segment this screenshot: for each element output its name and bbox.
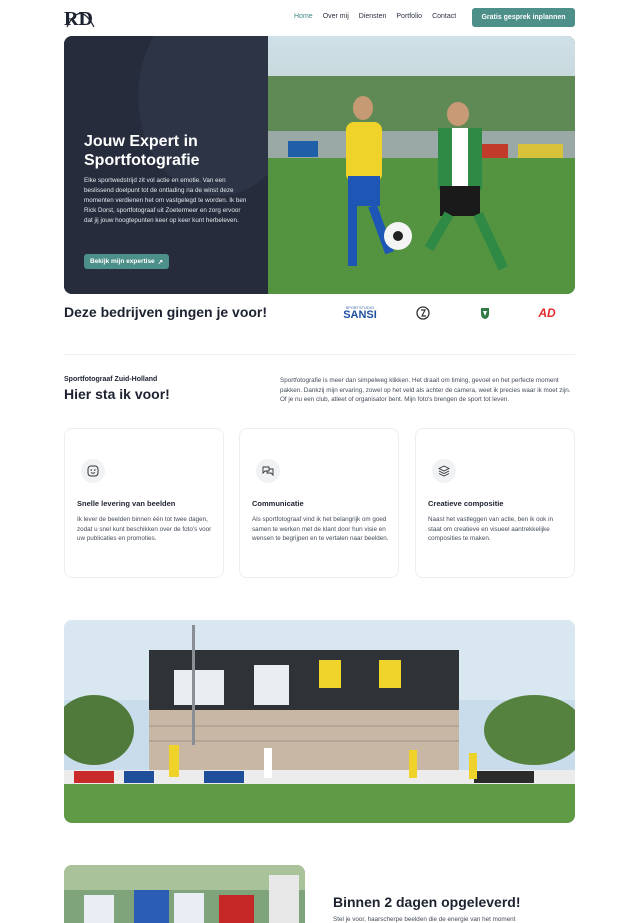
nav-home[interactable]: Home [294,13,313,20]
about-title: Hier sta ik voor! [64,386,170,402]
expertise-button[interactable] [84,254,169,269]
card-title: Communicatie [252,499,304,508]
partner-logo-shield [478,303,492,323]
service-card-fast-delivery [64,428,224,578]
arrow-up-right-icon: ↗ [157,258,164,266]
card-title: Snelle levering van beelden [77,499,176,508]
football-action-photo [268,36,575,294]
section-divider [64,354,575,355]
delivery-title: Binnen 2 dagen opgeleverd! [333,894,521,910]
hero-text: Elke sportwedstrijd zit vol actie en emotie. Van een beslissend doelpunt tot de ontlading na de winst deze momenten verdienen het om vastgelegd te worden. Ik ben Rick Dorst, sportfotograaf uit Zoetermeer en zorg ervoor dat jij jouw hoogtepunten keer op keer kunt herbeleven. [84,177,247,224]
chat-bubbles-icon [256,459,280,483]
sansi-text: SANSI [343,308,377,321]
partners-title: Deze bedrijven gingen je voor! [64,304,268,320]
about-subtitle: Sportfotograaf Zuid-Holland [64,376,158,383]
delivery-text: Stel je voor, haarscherpe beelden die de energie van het moment [333,916,516,923]
nav-diensten[interactable]: Diensten [358,13,387,20]
nav-over-mij[interactable]: Over mij [322,13,349,20]
hero-title-line2: Sportfotografie [84,152,200,169]
layers-icon [432,459,456,483]
team-celebration-photo [64,865,305,923]
card-title: Creatieve compositie [428,499,504,508]
card-text: Naast het vastleggen van actie, ben ik ook in staat om creatieve en visueel aantrekkelijke composities te maken. [428,516,553,543]
service-card-communication [239,428,399,578]
nav-contact[interactable]: Contact [432,13,457,20]
main-nav [294,13,466,20]
ad-text: AD [538,306,556,320]
partner-logo-emblem [414,303,432,323]
card-text: Als sportfotograaf vind ik het belangrijk om goed samen te werken met de klant door hun visie en wensen te begrijpen en te vertalen naar beelden. [252,516,389,543]
about-text: Sportfotografie is meer dan simpelweg klikken. Het draait om timing, gevoel en het perfecte moment pakken. Dankzij mijn ervaring, zowel op het veld als achter de camera, weet ik precies waar ik moet zijn. Of je nu een club, atleet of organisator bent. Mijn foto's brengen de sport tot leven. [280,377,571,403]
logo[interactable] [64,6,96,30]
card-text: Ik lever de beelden binnen één tot twee dagen, zodat u snel kunt beschikken over de foto's voor uw publicaties en promoties. [77,516,212,543]
nav-portfolio[interactable]: Portfolio [396,13,423,20]
expertise-button-label: Bekijk mijn expertise [90,258,155,265]
svg-text:RD: RD [64,8,93,30]
service-card-composition [415,428,575,578]
smiley-icon [81,459,105,483]
hero [64,36,575,294]
sansi-subtext: SPORTSTUDIO [345,305,375,310]
clubhouse-photo [64,620,575,823]
hero-title [84,132,264,170]
hero-title-line1: Jouw Expert in [84,133,198,150]
hero-panel [64,36,268,294]
partner-logo-ad [536,303,558,323]
partner-logo-sansi [338,303,382,323]
plan-call-button[interactable]: Gratis gesprek inplannen [472,8,575,27]
